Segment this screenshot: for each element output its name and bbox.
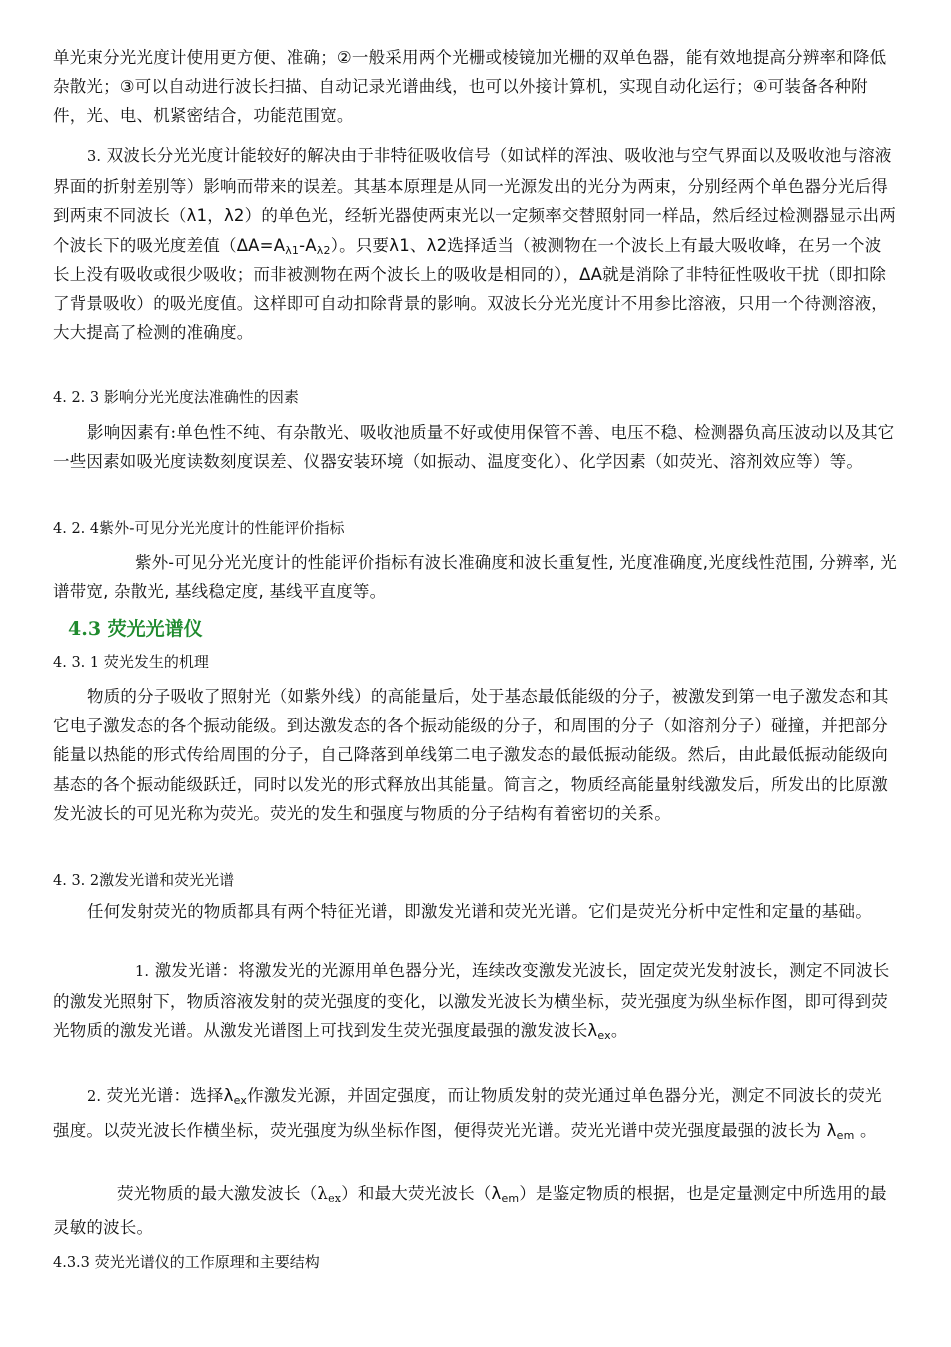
- paragraph-text: 分子，被激发到第一电子激发态和其它电子激发态的各个振动能级。到达激发态的各个振动能级的分子，和周围的分子（如溶剂分子）碰撞，并把部分能量以热能的形式传给周围的分子，自己降落到单线第二电子激发态的最低振动能级。然后，由此最低振动能级向基态的各个振动能级跃迁，同时以发光的形式释放出其能量。简言之，物质经高能量射线激发后，所发出的比原激发光波长的可见光称为荧光。荧光的发生和强度与物质的分子结构有着密切的关系。: [53, 687, 889, 823]
- subscript: ex: [328, 1192, 342, 1205]
- paragraph-text: 它们是荧光分析中定性和定量的基础。: [588, 902, 872, 921]
- paragraph-text: 作激发光源，并固定强度，而让物质发射的荧光通过单色器分光，测定不同波长的荧光强度。以荧光波长作横坐标，荧光强度为纵坐标作图，便得荧光光谱。荧光光谱中荧光强度最强的波长为 λ: [53, 1086, 882, 1140]
- section-heading-4-3: 4.3 荧光光谱仪: [68, 618, 203, 640]
- heading-text: 激发光谱和荧光光谱: [99, 871, 235, 889]
- paragraph-lead: 紫外-: [135, 553, 175, 572]
- paragraph-text: 荧光光谱：选择λ: [106, 1086, 234, 1105]
- subscript: λ1: [285, 243, 300, 257]
- paragraph-performance-indicators: [53, 548, 898, 606]
- paragraph-text: 双波长分光光度计能较好的解决由于非特征吸收信号（如试样的浑浊、吸收池与空气界面以及吸收池与溶液界面的折射差别等）影响而带来的误差。其基本原理是从同一光源发出的光分为两束，分别经两个单色器分光后得到两束不同波长（λ1，λ2）的单色光，经斩光器使两束光以一定频率交替照射同一样品，然后经过检测器显示出两个波长下的吸光度差值（ΔA=A: [53, 146, 896, 255]
- subscript: em: [501, 1192, 520, 1205]
- heading-number: 4. 3. 1: [53, 655, 100, 671]
- heading-4-3-3: [53, 1251, 898, 1274]
- subscript: λ2: [316, 243, 331, 257]
- subscript: ex: [233, 1094, 248, 1107]
- heading-text: 荧光发生的机理: [103, 653, 209, 671]
- paragraph-emission-spectrum: [53, 1079, 898, 1148]
- heading-text: 紫外-可见分光光度计的性能评价指标: [99, 519, 345, 537]
- paragraph-text: ）。只要λ1、λ2选择适当（被测物在一个波长上有最大吸收峰，在另一个波长上没有吸收或很少吸收；而非被测物在两个波长上的吸收是相同的），ΔA就是消除了非特征性吸收干扰（即扣除了背景吸收）的吸光度值。这样即可自动扣除背景的影响。双波长分光光度计不用参比溶液，只用一个待测溶液，大大提高了检测的准确度。: [53, 235, 888, 343]
- paragraph-dual-wavelength: [53, 141, 898, 347]
- heading-4-3-2: [53, 869, 898, 892]
- paragraph-lead: 影响因素有:: [87, 423, 177, 442]
- paragraph-max-wavelengths: [53, 1177, 898, 1245]
- heading-number: 4.3.3: [53, 1255, 90, 1271]
- paragraph-text: ）是鉴定物质的根据，也是定量测定中所选用的最灵敏的波长。: [53, 1184, 887, 1237]
- heading-number: 4. 3. 2: [53, 873, 100, 889]
- paragraph-text: ）和最大荧光波长（λ: [341, 1184, 502, 1203]
- list-number: 3.: [87, 149, 102, 165]
- paragraph-lead: 荧光物质的最大激发波长（λ: [117, 1184, 329, 1203]
- heading-4-2-4: [53, 517, 898, 540]
- heading-4-3-1: [53, 651, 898, 674]
- heading-text: 荧光光谱仪的工作原理和主要结构: [94, 1253, 320, 1271]
- paragraph-text: 激发光谱：将激发光的光源用单色器分光，连续改变激发光波长，固定荧光发射波长，测定不同波长的激发光照射下，物质溶液发射的荧光强度的变化，以激发光波长为横坐标，荧光强度为纵坐标作图，即可得到荧光物质的激发光谱。从激发光谱图上可找到发生荧光强度最强的激发波长λ: [53, 961, 890, 1041]
- paragraph-accuracy-factors: [53, 418, 898, 476]
- paragraph-fluorescence-mechanism: [53, 682, 898, 828]
- paragraph-text: 单色性不纯、有杂散光、吸收池质量不好或使用保管不善、电压不稳、检测器负高压波动以及其它一些因素如吸光度读数刻度误差、仪器安装环境（如振动、温度变化）、化学因素（如荧光、溶剂效应等）等。: [53, 423, 895, 472]
- subscript: em: [836, 1129, 855, 1142]
- list-number: 1.: [135, 964, 150, 980]
- paragraph-text: -A: [299, 235, 317, 255]
- paragraph-excitation-spectrum: [53, 956, 898, 1046]
- paragraph-text: 可见分光光度计的性能评价指标有波长准确度和波长重复性, 光度准确度,光度线性范围, 分辨率, 光谱带宽, 杂散光, 基线稳定度, 基线平直度等。: [53, 553, 898, 602]
- heading-4-2-3: [53, 386, 898, 409]
- paragraph-lead: 任何发射荧光的物质都具有两个特征光谱，即激发光谱和荧光光谱。: [87, 902, 588, 921]
- paragraph-text: 单光束分光光度计使用更方便、准确；②一般采用两个光栅或棱镜加光栅的双单色器，能有效地提高分辨率和降低杂散光；③可以自动进行波长扫描、自动记录光谱曲线，也可以外接计算机，实现自动化运行；④可装备各种附件，光、电、机紧密结合，功能范围宽。: [53, 48, 887, 126]
- heading-number: 4. 2. 3: [53, 390, 100, 406]
- list-number: 2.: [87, 1089, 102, 1105]
- paragraph-single-double-beam: [53, 43, 898, 131]
- paragraph-two-spectra: [53, 897, 898, 926]
- paragraph-text: 。: [854, 1121, 877, 1140]
- paragraph-lead: 物质的分子吸收了照射光（如紫外线）的高能量后，处于基态最低能级的: [87, 687, 622, 706]
- paragraph-text: 。: [610, 1021, 628, 1041]
- subscript: ex: [597, 1029, 611, 1043]
- heading-number: 4. 2. 4: [53, 521, 100, 537]
- heading-text: 影响分光光度法准确性的因素: [103, 388, 299, 406]
